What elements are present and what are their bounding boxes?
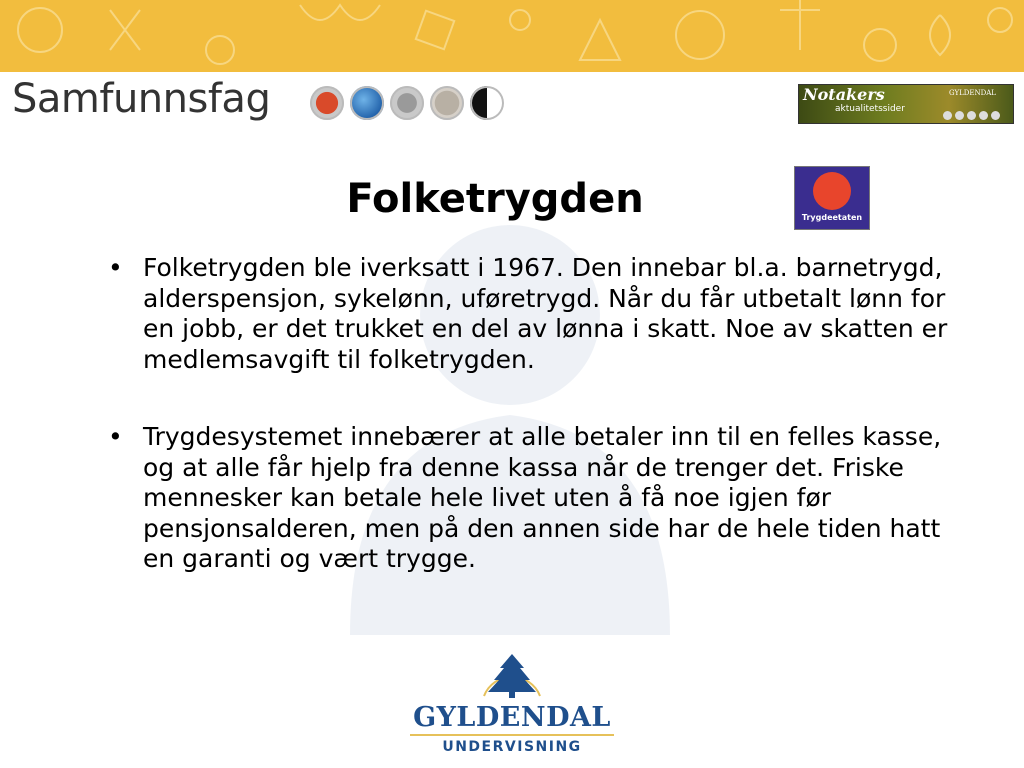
- subject-icons: [310, 86, 504, 120]
- bullet-item: [108, 422, 968, 575]
- notakers-mini-icons: [943, 111, 1000, 120]
- slide-title: Folketrygden: [346, 176, 644, 222]
- globe-icon: [350, 86, 384, 120]
- gender-icon: [390, 86, 424, 120]
- notakers-banner[interactable]: [798, 84, 1014, 124]
- bullet-dot: •: [108, 253, 123, 282]
- publisher-name: GYLDENDAL: [413, 702, 611, 733]
- trygdeetaten-emblem-icon: [813, 172, 851, 210]
- mini-subject-icon: [991, 111, 1000, 120]
- trygdeetaten-label: Trygdeetaten: [801, 213, 863, 222]
- bullet-item: [108, 253, 968, 375]
- coin-icon: [430, 86, 464, 120]
- trygdeetaten-logo: [794, 166, 870, 230]
- mini-subject-icon: [955, 111, 964, 120]
- bullet-text: Folketrygden ble iverksatt i 1967. Den innebar bl.a. barnetrygd, alderspensjon, sykelønn, uføretrygd. Når du får utbetalt lønn for en jobb, er det trukket en del av lønna i skatt. Noe av skatten er medlemsavgift til folketrygden.: [143, 253, 948, 374]
- yin-yang-icon: [470, 86, 504, 120]
- notakers-publisher: GYLDENDAL: [949, 89, 996, 97]
- gyldendal-logo: [404, 648, 620, 760]
- mini-subject-icon: [943, 111, 952, 120]
- mini-subject-icon: [979, 111, 988, 120]
- bullet-list: [108, 253, 968, 622]
- mini-subject-icon: [967, 111, 976, 120]
- decorative-top-banner: [0, 0, 1024, 72]
- doodle-pattern: [0, 0, 1024, 72]
- bullet-text: Trygdesystemet innebærer at alle betaler inn til en felles kasse, og at alle får hjelp fra denne kassa når de trenger det. Friske mennesker kan betale hele livet uten å få noe igjen før pensjonsalderen, men på den annen side har de hele tiden hatt en garanti og vært trygge.: [143, 422, 942, 573]
- subject-title: Samfunnsfag: [12, 76, 271, 122]
- notakers-subtitle: aktualitetssider: [835, 104, 905, 114]
- coat-of-arms-icon: [310, 86, 344, 120]
- publisher-divider: [410, 734, 614, 736]
- notakers-name: Notakers: [803, 85, 885, 104]
- bullet-dot: •: [108, 422, 123, 451]
- tree-emblem-icon: [404, 648, 620, 702]
- publisher-division: UNDERVISNING: [442, 739, 582, 755]
